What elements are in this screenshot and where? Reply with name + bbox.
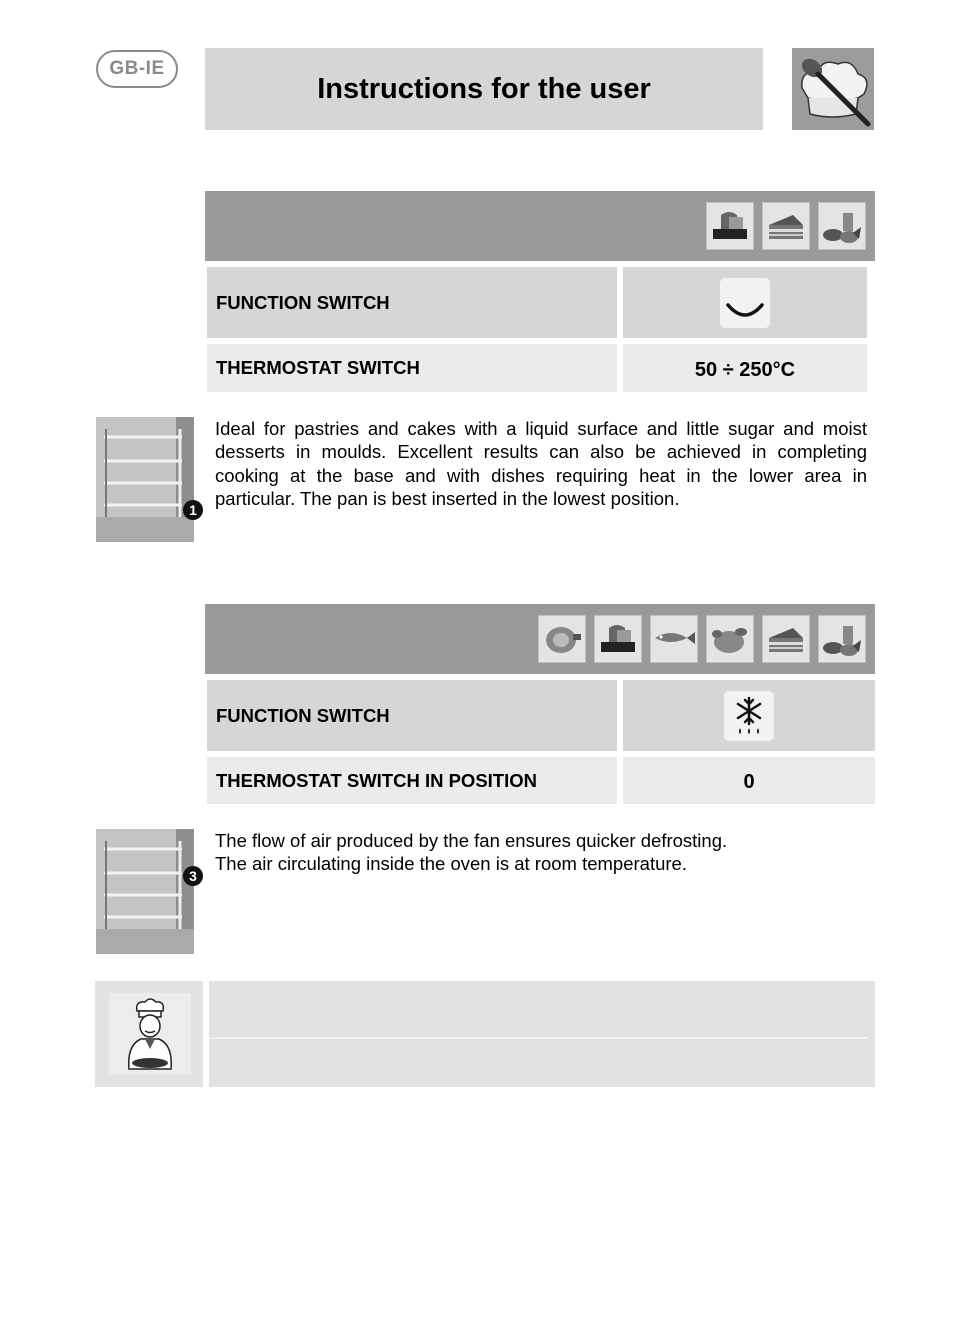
page-title: Instructions for the user xyxy=(317,72,651,105)
section1-header xyxy=(205,191,875,261)
language-badge: GB-IE xyxy=(96,50,178,88)
note-divider xyxy=(209,1037,867,1039)
section2-header xyxy=(205,604,875,674)
thermostat-switch-label: THERMOSTAT SWITCH xyxy=(207,344,617,392)
section2-description xyxy=(215,829,867,876)
note-content-box xyxy=(209,981,875,1087)
function-switch-label: FUNCTION SWITCH xyxy=(207,680,617,751)
shelf-level-badge: 3 xyxy=(183,866,203,886)
spoon-chef-hat-icon xyxy=(792,48,874,130)
function-switch-label: FUNCTION SWITCH xyxy=(207,267,617,338)
description-line: The flow of air produced by the fan ensures quicker defrosting. xyxy=(215,830,728,851)
vegetables-icon xyxy=(818,615,866,663)
bottom-heating-icon xyxy=(720,278,770,328)
bread-icon xyxy=(706,202,754,250)
bread-icon xyxy=(594,615,642,663)
shelf-level-badge: 1 xyxy=(183,500,203,520)
thermostat-switch-label: THERMOSTAT SWITCH IN POSITION xyxy=(207,757,617,804)
function-switch-value xyxy=(623,267,867,338)
defrost-snowflake-icon xyxy=(724,691,774,741)
ham-icon xyxy=(538,615,586,663)
oven-shelf-image xyxy=(96,829,194,954)
note-icon-box xyxy=(95,981,203,1087)
fish-icon xyxy=(650,615,698,663)
title-box xyxy=(205,48,763,130)
description-line: The air circulating inside the oven is at room temperature. xyxy=(215,853,687,875)
thermostat-switch-value: 0 xyxy=(623,757,875,804)
cake-icon xyxy=(762,202,810,250)
cake-icon xyxy=(762,615,810,663)
function-switch-value xyxy=(623,680,875,751)
oven-shelf-image xyxy=(96,417,194,542)
section1-description: Ideal for pastries and cakes with a liquid surface and little sugar and moist desserts in moulds. Excellent results can also be achieved in completing cooking at the base and with dishes requiring heat in the lower area in particular. The pan is best inserted in the lowest position. xyxy=(215,418,867,510)
vegetables-icon xyxy=(818,202,866,250)
thermostat-switch-value: 50 ÷ 250°C xyxy=(623,344,867,392)
chef-icon xyxy=(109,993,191,1075)
chicken-icon xyxy=(706,615,754,663)
